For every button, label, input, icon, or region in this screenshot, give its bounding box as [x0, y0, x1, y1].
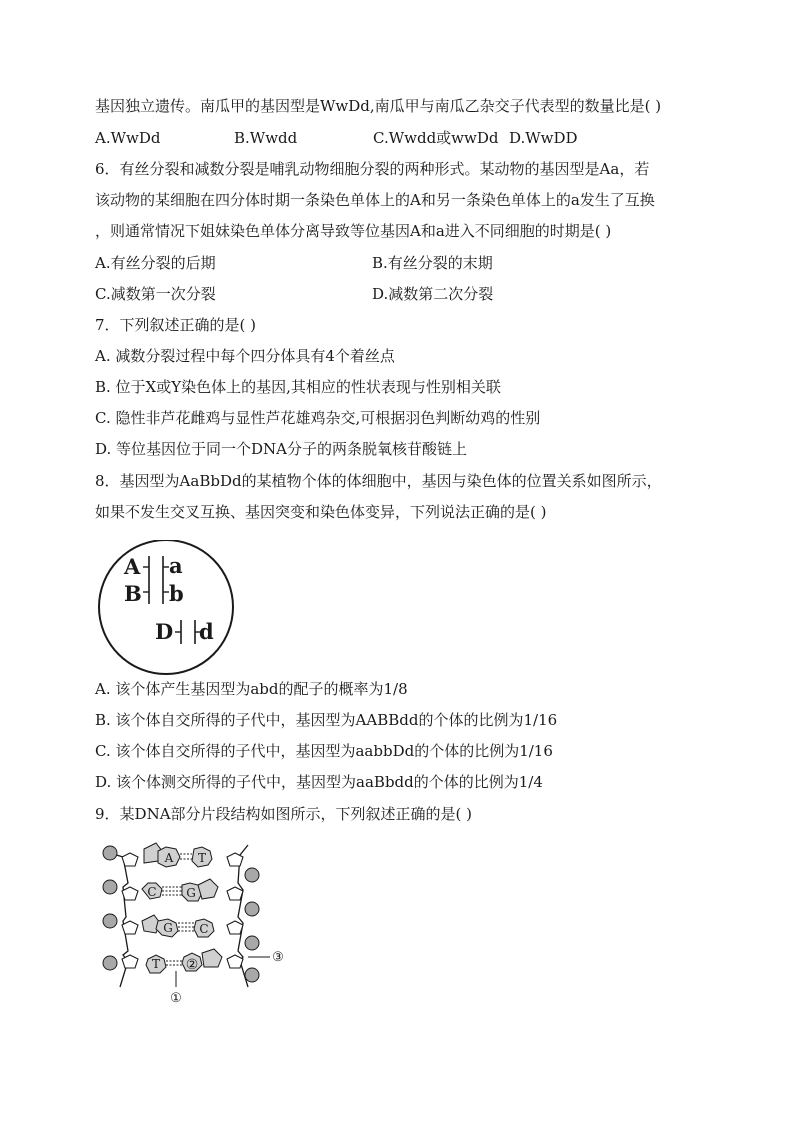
q6-stem-line-1: 6．有丝分裂和减数分裂是哺乳动物细胞分裂的两种形式。某动物的基因型是Aa，若: [95, 160, 650, 178]
base-label-C: C: [147, 885, 157, 899]
q5-option-c: C.Wwdd或wwDd: [373, 129, 499, 147]
sugar-right-3: [227, 921, 243, 934]
q6-option-c: C.减数第一次分裂: [95, 285, 216, 303]
q7-option-d: D. 等位基因位于同一个DNA分子的两条脱氧核苷酸链上: [95, 440, 468, 458]
q6-stem-line-3: ，则通常情况下姐妹染色单体分离导致等位基因A和a进入不同细胞的时期是( ): [95, 222, 612, 240]
q5-option-d: D.WwDD: [509, 129, 578, 147]
q5-option-a: A.WwDd: [95, 129, 161, 147]
q6-option-b: B.有丝分裂的末期: [372, 254, 493, 272]
sugar-right-2: [227, 887, 243, 900]
phosphate-right-2: [245, 902, 259, 916]
gene-label-d: d: [199, 619, 214, 644]
q8-option-a: A. 该个体产生基因型为abd的配子的概率为1/8: [95, 680, 408, 698]
q7-option-c: C. 隐性非芦花雌鸡与显性芦花雄鸡杂交,可根据羽色判断幼鸡的性别: [95, 409, 541, 427]
phosphate-left-4: [103, 956, 117, 970]
sugar-left-1: [122, 853, 138, 866]
base-label-2: ②: [185, 957, 199, 973]
gene-label-D: D: [155, 619, 174, 644]
phosphate-left-2: [103, 880, 117, 894]
phosphate-right-1: [245, 868, 259, 882]
q8-option-c: C. 该个体自交所得的子代中，基因型为aabbDd的个体的比例为1/16: [95, 742, 553, 760]
q7-stem: 7．下列叙述正确的是( ): [95, 316, 257, 334]
q8-option-b: B. 该个体自交所得的子代中，基因型为AABBdd的个体的比例为1/16: [95, 711, 558, 729]
base-label-C2: C: [199, 922, 209, 936]
dna-structure-figure: [98, 835, 298, 1007]
q5-option-b: B.Wwdd: [234, 129, 298, 147]
base-label-G: G: [186, 886, 196, 900]
gene-label-B: B: [124, 581, 142, 606]
base-2-purine: [202, 949, 222, 967]
cell-outline: [99, 540, 233, 674]
marker-1: ①: [170, 991, 182, 1006]
base-label-T2: T: [151, 957, 161, 971]
base-label-G2: G: [163, 921, 173, 935]
gene-label-a: a: [169, 553, 183, 578]
sugar-left-2: [122, 887, 138, 900]
q6-option-d: D.减数第二次分裂: [372, 285, 494, 303]
q8-stem-line-2: 如果不发生交叉互换、基因突变和染色体变异，下列说法正确的是( ): [95, 503, 547, 521]
q5-stem-tail: 基因独立遗传。南瓜甲的基因型是WwDd,南瓜甲与南瓜乙杂交子代表型的数量比是( ): [95, 97, 662, 115]
phosphate-left-3: [103, 914, 117, 928]
gene-label-A: A: [124, 554, 141, 579]
q8-option-d: D. 该个体测交所得的子代中，基因型为aaBbdd的个体的比例为1/4: [95, 773, 543, 791]
q6-option-a: A.有丝分裂的后期: [95, 254, 216, 272]
q9-stem: 9．某DNA部分片段结构如图所示，下列叙述正确的是( ): [95, 805, 473, 823]
marker-3: ③: [272, 950, 284, 965]
sugar-left-3: [122, 921, 138, 934]
sugar-right-4: [227, 955, 243, 968]
phosphate-right-4: [245, 968, 259, 982]
q7-option-b: B. 位于X或Y染色体上的基因,其相应的性状表现与性别相关联: [95, 378, 501, 396]
base-label-T: T: [197, 851, 207, 865]
chromosome-cell-figure: [95, 540, 240, 675]
gene-label-b: b: [169, 581, 184, 606]
base-G-purine: [198, 879, 218, 899]
q6-stem-line-2: 该动物的某细胞在四分体时期一条染色单体上的A和另一条染色单体上的a发生了互换: [95, 191, 655, 209]
base-label-A: A: [164, 851, 174, 865]
q7-option-a: A. 减数分裂过程中每个四分体具有4个着丝点: [95, 347, 395, 365]
q8-stem-line-1: 8．基因型为AaBbDd的某植物个体的体细胞中，基因与染色体的位置关系如图所示，: [95, 472, 662, 490]
phosphate-left-1: [103, 846, 117, 860]
phosphate-right-3: [245, 936, 259, 950]
